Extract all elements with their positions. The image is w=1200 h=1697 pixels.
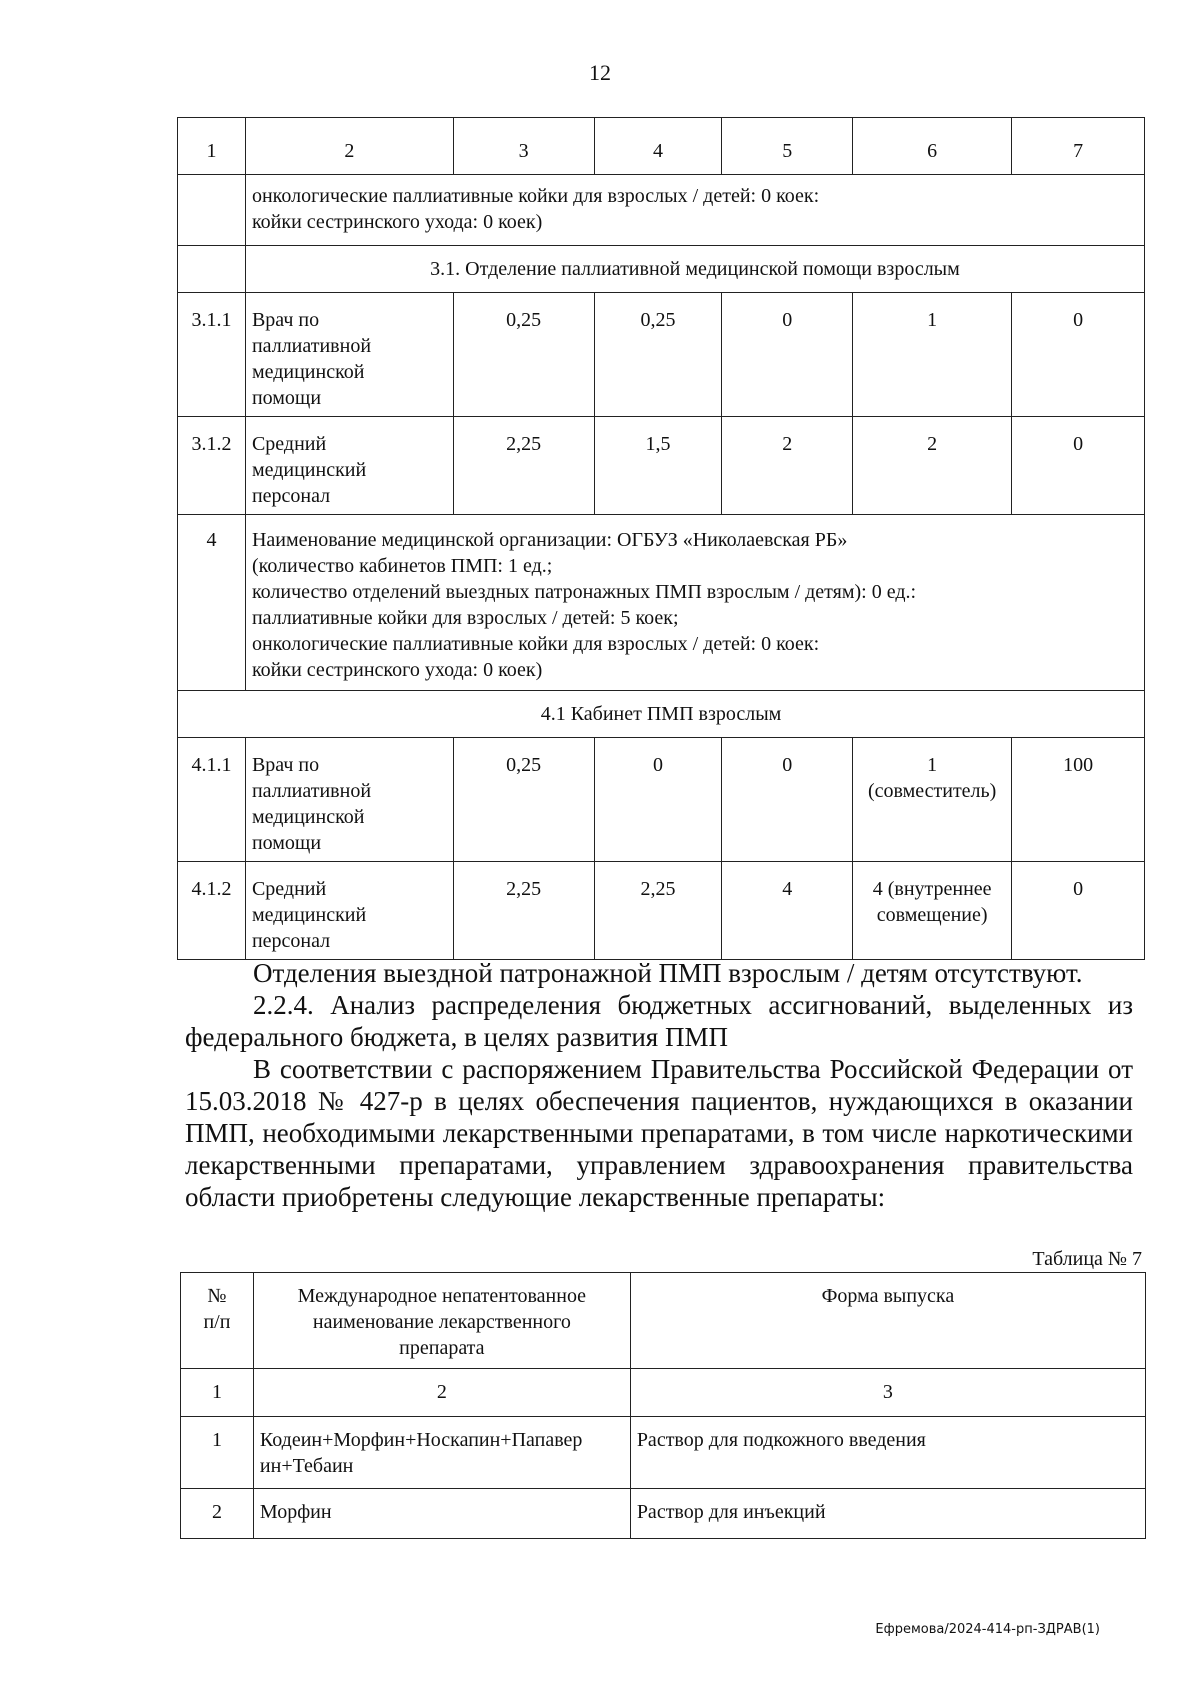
table-caption: Таблица № 7 bbox=[1032, 1248, 1142, 1270]
info-line: койки сестринского ухода: 0 коек) bbox=[251, 659, 543, 681]
value-cell: 0 bbox=[1012, 293, 1145, 417]
paragraph-drug-purchase: В соответствии с распоряжением Правительства Российской Федерации от 15.03.2018 № 427-р в целях обеспечения пациентов, нуждающихся в оказании ПМП, необходимыми лекарственными препаратами, в том числе наркотическими лекарственными препаратами, управлением здравоохранения правительства области приобретены следующие лекарственные препараты: bbox=[185, 1054, 1133, 1212]
header-cell: 1 bbox=[178, 118, 246, 175]
row-number-cell: 4 bbox=[178, 515, 246, 691]
page-number: 12 bbox=[589, 60, 611, 85]
table-row bbox=[178, 515, 1145, 691]
value-line: (совместитель) bbox=[867, 780, 997, 802]
value-cell: 2 bbox=[722, 417, 853, 515]
header-cell bbox=[181, 1273, 254, 1369]
organization-info-cell bbox=[245, 515, 1144, 691]
position-line: помощи bbox=[251, 832, 322, 854]
position-line: паллиативной bbox=[251, 780, 372, 802]
position-line: медицинской bbox=[251, 361, 365, 383]
header-cell: 3 bbox=[630, 1369, 1145, 1417]
organization-info-cell bbox=[245, 175, 1144, 246]
drugs-table bbox=[180, 1272, 1146, 1539]
position-line: помощи bbox=[251, 387, 322, 409]
header-cell: 3 bbox=[453, 118, 594, 175]
value-line: совмещение) bbox=[876, 904, 988, 926]
header-cell bbox=[253, 1273, 630, 1369]
section-title: 4.1 Кабинет ПМП взрослым bbox=[178, 691, 1145, 738]
info-line: онкологические паллиативные койки для взрослых / детей: 0 коек: bbox=[251, 185, 820, 207]
row-number-cell: 4.1.2 bbox=[178, 862, 246, 960]
info-line: паллиативные койки для взрослых / детей: 5 коек; bbox=[251, 607, 679, 629]
table-header-row bbox=[181, 1273, 1146, 1369]
value-cell: 2,25 bbox=[594, 862, 722, 960]
value-cell bbox=[853, 738, 1012, 862]
value-cell: 0,25 bbox=[594, 293, 722, 417]
value-cell: 0 bbox=[722, 293, 853, 417]
column-number-row bbox=[181, 1369, 1146, 1417]
row-number-cell: 3.1.1 bbox=[178, 293, 246, 417]
header-cell: Форма выпуска bbox=[630, 1273, 1145, 1369]
position-cell bbox=[245, 293, 453, 417]
value-cell: 100 bbox=[1012, 738, 1145, 862]
section-heading-2-2-4: 2.2.4. Анализ распределения бюджетных ассигнований, выделенных из федерального бюджета, в целях развития ПМП bbox=[185, 990, 1133, 1052]
header-cell: 6 bbox=[853, 118, 1012, 175]
position-line: Врач по bbox=[251, 309, 320, 331]
value-cell: 0,25 bbox=[453, 293, 594, 417]
header-cell: 2 bbox=[253, 1369, 630, 1417]
header-cell: 2 bbox=[245, 118, 453, 175]
header-line: наименование лекарственного bbox=[312, 1311, 571, 1333]
position-cell bbox=[245, 862, 453, 960]
position-cell bbox=[245, 738, 453, 862]
drug-name-line: ин+Тебаин bbox=[259, 1455, 354, 1477]
row-number-cell bbox=[178, 246, 246, 293]
position-line: персонал bbox=[251, 485, 331, 507]
position-line: Средний bbox=[251, 878, 327, 900]
header-line: п/п bbox=[203, 1311, 231, 1333]
value-cell: 2,25 bbox=[453, 417, 594, 515]
document-footer-id: Ефремова/2024-414-рп-ЗДРАВ(1) bbox=[875, 1622, 1100, 1637]
position-cell bbox=[245, 417, 453, 515]
value-cell: 0 bbox=[594, 738, 722, 862]
info-line: койки сестринского ухода: 0 коек) bbox=[251, 211, 543, 233]
row-number-cell bbox=[178, 175, 246, 246]
table-row bbox=[181, 1489, 1146, 1539]
drug-name-line: Кодеин+Морфин+Носкапин+Папавер bbox=[259, 1429, 583, 1451]
header-line: № bbox=[207, 1285, 227, 1307]
table-row bbox=[178, 738, 1145, 862]
value-line: 1 bbox=[927, 754, 938, 776]
header-cell: 1 bbox=[181, 1369, 254, 1417]
info-line: (количество кабинетов ПМП: 1 ед.; bbox=[251, 555, 553, 577]
row-number-cell: 2 bbox=[181, 1489, 254, 1539]
value-cell: 4 bbox=[722, 862, 853, 960]
info-line: Наименование медицинской организации: ОГБУЗ «Николаевская РБ» bbox=[251, 529, 848, 551]
info-line: онкологические паллиативные койки для взрослых / детей: 0 коек: bbox=[251, 633, 820, 655]
drug-name-line: Морфин bbox=[259, 1501, 332, 1523]
value-line: 4 (внутреннее bbox=[872, 878, 992, 900]
header-cell: 5 bbox=[722, 118, 853, 175]
table-header-row bbox=[178, 118, 1145, 175]
position-line: паллиативной bbox=[251, 335, 372, 357]
value-cell: 0 bbox=[722, 738, 853, 862]
value-cell: 0 bbox=[1012, 862, 1145, 960]
header-cell: 4 bbox=[594, 118, 722, 175]
header-line: препарата bbox=[399, 1337, 485, 1359]
drug-name-cell bbox=[253, 1489, 630, 1539]
drug-name-cell bbox=[253, 1417, 630, 1489]
section-title: 3.1. Отделение паллиативной медицинской помощи взрослым bbox=[245, 246, 1144, 293]
value-cell bbox=[853, 862, 1012, 960]
header-line: Международное непатентованное bbox=[297, 1285, 587, 1307]
table-row bbox=[178, 862, 1145, 960]
value-cell: 2,25 bbox=[453, 862, 594, 960]
position-line: Врач по bbox=[251, 754, 320, 776]
value-cell: 0 bbox=[1012, 417, 1145, 515]
value-cell: 2 bbox=[853, 417, 1012, 515]
row-number-cell: 4.1.1 bbox=[178, 738, 246, 862]
table-row bbox=[178, 293, 1145, 417]
table-row bbox=[181, 1417, 1146, 1489]
section-row bbox=[178, 691, 1145, 738]
info-line: количество отделений выездных патронажных ПМП взрослым / детям): 0 ед.: bbox=[251, 581, 917, 603]
position-line: Средний bbox=[251, 433, 327, 455]
paragraph-no-teams: Отделения выездной патронажной ПМП взрослым / детям отсутствуют. bbox=[253, 958, 1083, 988]
row-number-cell: 1 bbox=[181, 1417, 254, 1489]
position-line: медицинской bbox=[251, 806, 365, 828]
table-row bbox=[178, 175, 1145, 246]
staffing-table bbox=[177, 117, 1145, 960]
value-cell: 1,5 bbox=[594, 417, 722, 515]
table-row bbox=[178, 417, 1145, 515]
drug-form-cell: Раствор для подкожного введения bbox=[630, 1417, 1145, 1489]
value-cell: 1 bbox=[853, 293, 1012, 417]
section-row bbox=[178, 246, 1145, 293]
position-line: медицинский bbox=[251, 904, 367, 926]
drug-form-cell: Раствор для инъекций bbox=[630, 1489, 1145, 1539]
value-cell: 0,25 bbox=[453, 738, 594, 862]
position-line: персонал bbox=[251, 930, 331, 952]
header-cell: 7 bbox=[1012, 118, 1145, 175]
row-number-cell: 3.1.2 bbox=[178, 417, 246, 515]
position-line: медицинский bbox=[251, 459, 367, 481]
